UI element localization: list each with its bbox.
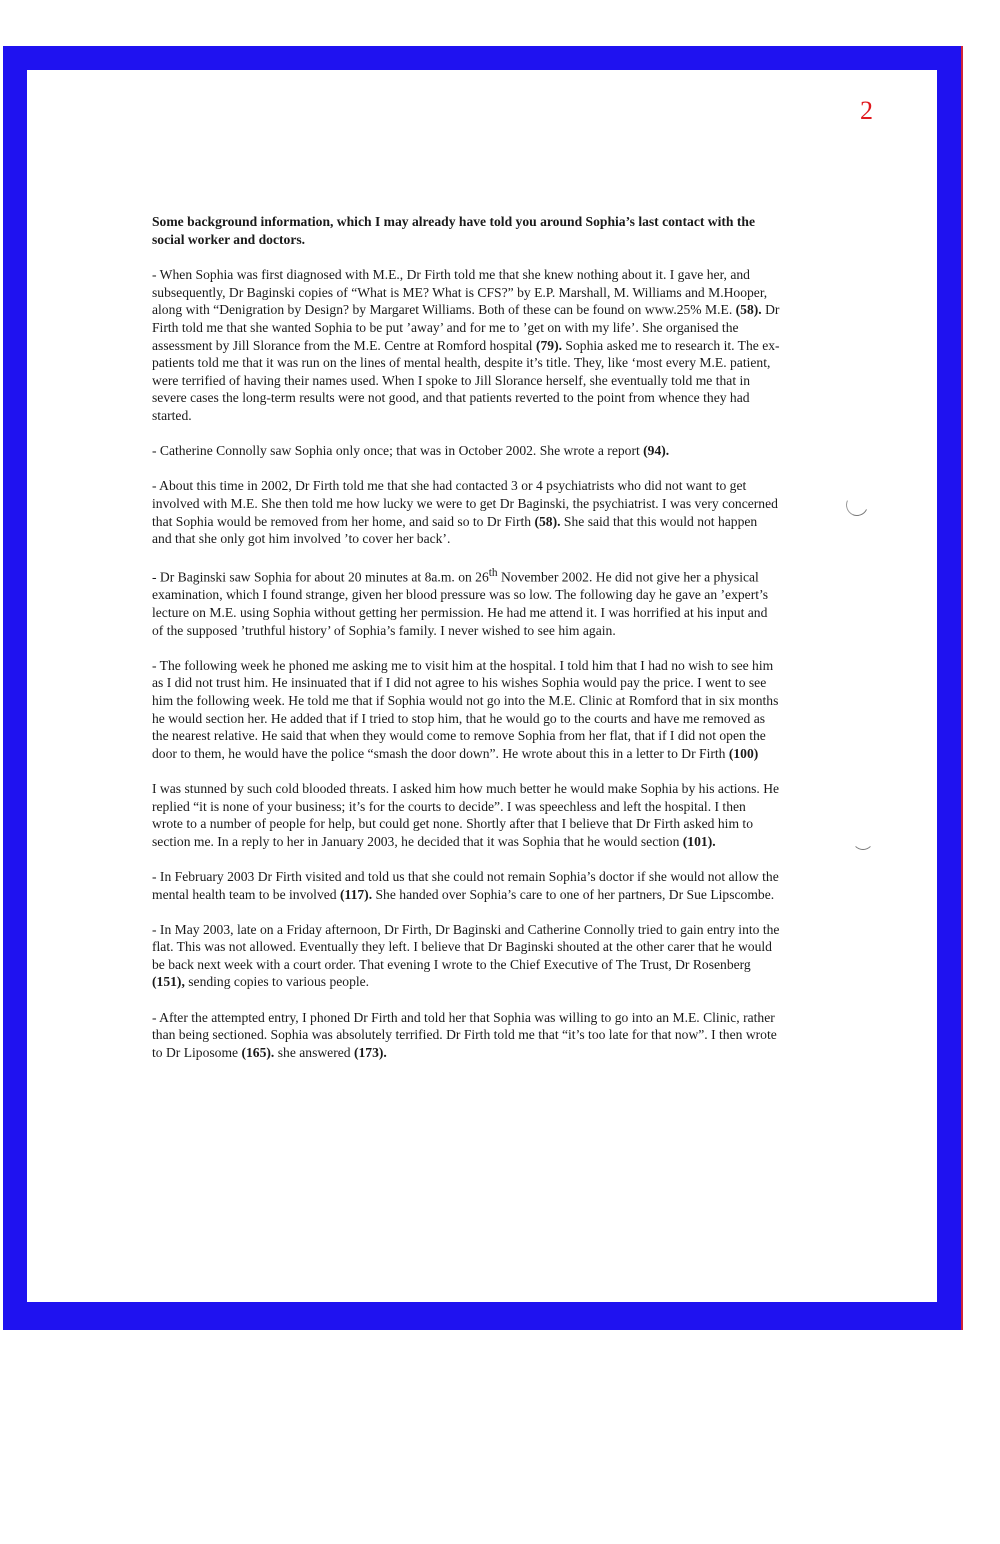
paragraph-text: Dr Firth told me that she wanted Sophia to be put ’away’ and for me to ’get on with my life’. She organised the assessment by Jill Slorance from the M.E. Centre at Romford hospital [152,302,780,353]
paragraph-threats [152,780,780,850]
paragraph-text: sending copies to various people. [184,974,370,990]
paragraph-text: She said that this would not happen and that she only got him involved ’to cover her back’. [152,513,758,547]
page-number: 2 [860,96,873,125]
paragraph-text: - In February 2003 Dr Firth visited and told us that she could not remain Sophia’s doctor if she would not allow the mental health team to be involved [152,868,779,902]
reference-number: (58). [534,513,561,529]
reference-number: (117). [340,886,373,902]
paragraph-text: she answered [274,1044,354,1060]
superscript-th: th [488,567,498,580]
letter-heading: Some background information, which I may already have told you around Sophia’s last contact with the social worker and doctors. [152,214,755,247]
paragraph-text: - After the attempted entry, I phoned Dr Firth and told her that Sophia was willing to go into an M.E. Clinic, rather than being sectioned. Sophia was absolutely terrified. Dr Firth told me that “it’s too late for that now”. I then wrote to Dr Liposome [152,1009,777,1060]
reference-number: (173). [353,1044,387,1060]
paragraph-attempted-entry [152,1009,780,1062]
paragraph-text: - In May 2003, late on a Friday afternoon, Dr Firth, Dr Baginski and Catherine Connolly tried to gain entry into the flat. This was not allowed. Eventually they left. I believe that Dr Baginski shouted at the other carer that he would be back next week with a court order. That evening I wrote to the Chief Executive of The Trust, Dr Rosenberg [152,921,780,972]
punch-hole-mark [852,828,874,850]
paragraph-text: I was stunned by such cold blooded threats. I asked him how much better he would make Sophia by his actions. He replied “it is none of your business; it’s for the courts to decide”. I was speechless and left the hospital. I then wrote to a number of people for help, but could get none. Shortly after that I believe that Dr Firth asked him to section me. In a reply to her in January 2003, he decided that it was Sophia that he would section [152,780,780,849]
reference-number: (165). [241,1044,275,1060]
reference-number: (79). [535,337,563,353]
letter-body [152,213,780,1079]
reference-number: (100) [728,745,759,761]
paragraph-february [152,868,780,903]
paragraph-text: - About this time in 2002, Dr Firth told me that she had contacted 3 or 4 psychiatrists who did not want to get involved with M.E. She then told me how lucky we were to get Dr Baginski, the psychiatrist. I was very concerned that Sophia would be removed from her home, and said so to Dr Firth [152,478,778,529]
paragraph-text: - Dr Baginski saw Sophia for about 20 minutes at 8a.m. on 26 [152,569,489,585]
reference-number: (58). [735,302,762,318]
paragraph-text: - Catherine Connolly saw Sophia only once; that was in October 2002. She wrote a report [152,443,644,459]
paragraph-diagnosis [152,266,780,424]
paragraph-phone-call [152,657,780,763]
paragraph-psychiatrists [152,477,780,547]
paragraph-may [152,921,780,991]
paragraph-text: - The following week he phoned me asking me to visit him at the hospital. I told him that I had no wish to see him as I did not trust him. He insinuated that if I did not agree to his wishes Sophia would pay the price. I went to see him the following week. He told me that if Sophia would not go into the M.E. Clinic at Romford that in six months he would section her. He added that if I tried to stop him, that he would go to the courts and have me removed as the nearest relative. He said that when they would come to remove Sophia from her flat, that if I did not open the door to them, he would have the police “smash the door down”. He wrote about this in a letter to Dr Firth [152,657,779,761]
paragraph-text: Sophia asked me to research it. The ex-patients told me that it was run on the lines of mental health, despite it’s title. They, like ‘most every M.E. patient, were terrified of having their names used. When I spoke to Jill Slorance herself, she eventually told me that in severe cases the long-term results were not good, and that patients reverted to the point from whence they had started. [152,337,780,423]
paragraph-text: November 2002. He did not give her a physical examination, which I found strange, given her blood pressure was so low. The following day he gave an ’expert’s lecture on M.E. using Sophia without getting her permission. He had me attend it. I was horrified at his input and of the supposed ’truthful history’ of Sophia’s family. I never wished to see him again. [152,569,769,638]
reference-number: (101). [682,833,716,849]
reference-number: (151), [152,974,185,990]
paragraph-connolly [152,442,780,460]
paragraph-text: - When Sophia was first diagnosed with M.E., Dr Firth told me that she knew nothing about it. I gave her, and subsequently, Dr Baginski copies of “What is ME? What is CFS?” by E.P. Marshall, M. Williams and M.Hooper, along with “Denigration by Design? by Margaret Williams. Both of these can be found on www.25% M.E. [152,267,768,318]
paragraph-baginski-visit [152,565,780,639]
reference-number: (94). [643,443,670,459]
paragraph-text: She handed over Sophia’s care to one of her partners, Dr Sue Lipscombe. [372,886,775,902]
